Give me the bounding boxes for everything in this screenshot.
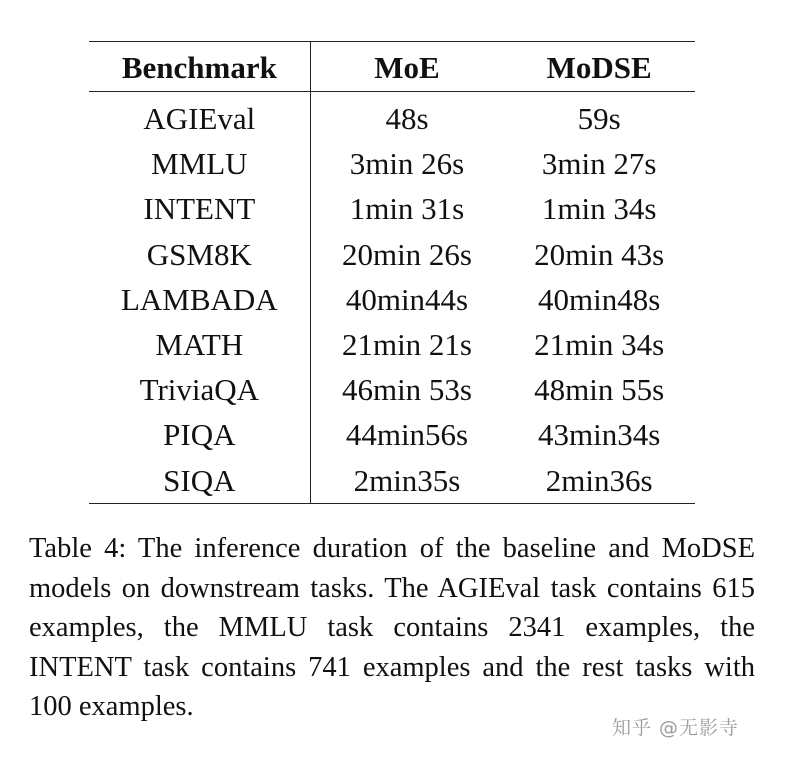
benchmark-cell: INTENT [89, 186, 310, 231]
benchmark-cell: PIQA [89, 412, 310, 457]
modse-cell: 48min 55s [534, 372, 665, 408]
table-row [89, 186, 695, 231]
moe-cell: 21min 21s [341, 327, 472, 363]
table-caption: Table 4: The inference duration of the baseline and MoDSE models on downstream tasks. The AGIEval task contains 615 examples, the MMLU task contains 2341 examples, the INTENT task contains 741 examples and the rest tasks with 100 examples. [29, 533, 755, 722]
moe-cell: 2min35s [353, 462, 461, 498]
benchmark-cell: TriviaQA [89, 367, 310, 412]
table-row [89, 412, 695, 457]
benchmark-cell: MATH [89, 322, 310, 367]
benchmark-cell: LAMBADA [89, 277, 310, 322]
moe-cell: 40min44s [345, 281, 469, 317]
modse-cell: 43min34s [538, 417, 661, 453]
modse-cell: 21min 34s [534, 327, 665, 363]
header-moe: MoE [374, 50, 440, 85]
table-row [89, 458, 695, 504]
benchmark-cell: MMLU [89, 141, 310, 186]
table-row [89, 277, 695, 322]
modse-cell: 2min36s [545, 462, 653, 498]
moe-cell: 44min56s [345, 417, 469, 453]
table-row [89, 232, 695, 277]
results-table-container [89, 41, 695, 504]
modse-cell: 40min48s [538, 281, 661, 317]
moe-cell: 48s [385, 101, 429, 137]
table-row [89, 322, 695, 367]
modse-cell: 59s [577, 101, 621, 137]
benchmark-cell: GSM8K [89, 232, 310, 277]
header-benchmark: Benchmark [89, 42, 310, 92]
modse-cell: 20min 43s [534, 236, 665, 272]
moe-cell: 20min 26s [341, 236, 472, 272]
benchmark-cell: SIQA [89, 458, 310, 504]
moe-cell: 3min 26s [349, 146, 465, 182]
table-row [89, 141, 695, 186]
moe-cell: 1min 31s [349, 191, 465, 227]
header-modse: MoDSE [546, 50, 652, 85]
modse-cell: 1min 34s [541, 191, 657, 227]
modse-cell: 3min 27s [541, 146, 657, 182]
benchmark-cell: AGIEval [89, 92, 310, 142]
watermark: 知乎 @无影寺 [612, 717, 740, 739]
table-row [89, 92, 695, 142]
table-row [89, 367, 695, 412]
moe-cell: 46min 53s [341, 372, 472, 408]
inference-duration-table [89, 41, 695, 504]
table-header-row [89, 42, 695, 92]
